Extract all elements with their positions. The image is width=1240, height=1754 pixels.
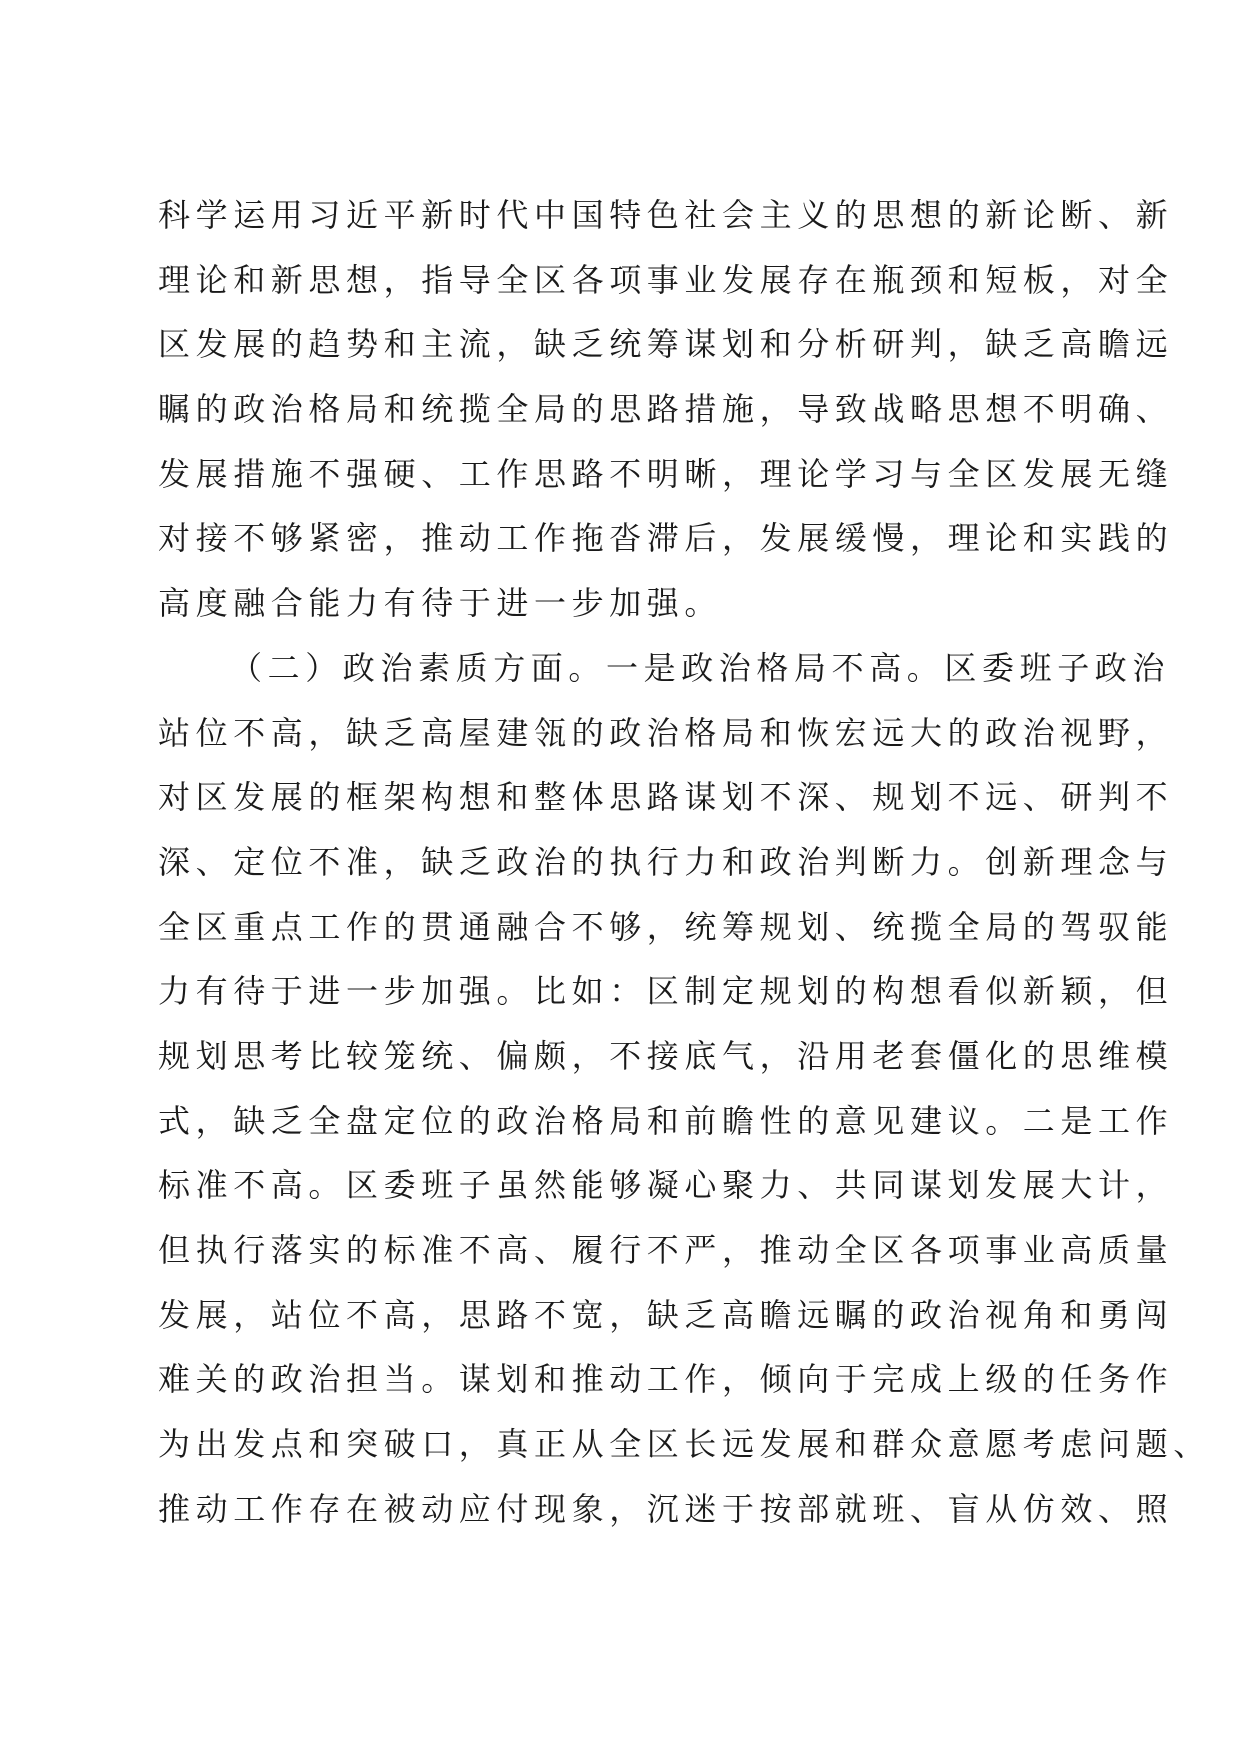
text-line: 发展，站位不高，思路不宽，缺乏高瞻远瞩的政治视角和勇闯 — [158, 1295, 1174, 1334]
body-text — [158, 183, 1211, 1541]
text-line: 区发展的趋势和主流，缺乏统筹谋划和分析研判，缺乏高瞻远 — [158, 325, 1174, 364]
text-line: 科学运用习近平新时代中国特色社会主义的思想的新论断、新 — [158, 196, 1174, 234]
section-heading-line: （二）政治素质方面。一是政治格局不高。区委班子政治 — [230, 648, 1171, 687]
text-line: 高度融合能力有待于进一步加强。 — [158, 584, 723, 623]
text-line: 深、定位不准，缺乏政治的执行力和政治判断力。创新理念与 — [158, 842, 1174, 881]
text-line: 对区发展的框架构想和整体思路谋划不深、规划不远、研判不 — [158, 778, 1174, 817]
text-line: 对接不够紧密，推动工作拖沓滞后，发展缓慢，理论和实践的 — [158, 519, 1174, 558]
text-line: 式，缺乏全盘定位的政治格局和前瞻性的意见建议。二是工作 — [158, 1101, 1174, 1140]
text-line: 站位不高，缺乏高屋建瓴的政治格局和恢宏远大的政治视野， — [158, 713, 1174, 752]
text-line: 为出发点和突破口，真正从全区长远发展和群众意愿考虑问题、 — [158, 1425, 1211, 1464]
text-line: 标准不高。区委班子虽然能够凝心聚力、共同谋划发展大计， — [158, 1166, 1174, 1205]
text-line: 规划思考比较笼统、偏颇，不接底气，沿用老套僵化的思维模 — [158, 1036, 1174, 1075]
text-line: 全区重点工作的贯通融合不够，统筹规划、统揽全局的驾驭能 — [158, 907, 1174, 946]
text-line: 力有待于进一步加强。比如：区制定规划的构想看似新颖，但 — [158, 972, 1174, 1011]
text-line: 但执行落实的标准不高、履行不严，推动全区各项事业高质量 — [158, 1231, 1174, 1269]
text-line: 推动工作存在被动应付现象，沉迷于按部就班、盲从仿效、照 — [158, 1489, 1174, 1528]
text-line: 发展措施不强硬、工作思路不明晰，理论学习与全区发展无缝 — [158, 454, 1174, 493]
text-line: 理论和新思想，指导全区各项事业发展存在瓶颈和短板，对全 — [158, 260, 1174, 299]
text-line: 难关的政治担当。谋划和推动工作，倾向于完成上级的任务作 — [158, 1360, 1174, 1399]
text-line: 瞩的政治格局和统揽全局的思路措施，导致战略思想不明确、 — [158, 390, 1174, 429]
